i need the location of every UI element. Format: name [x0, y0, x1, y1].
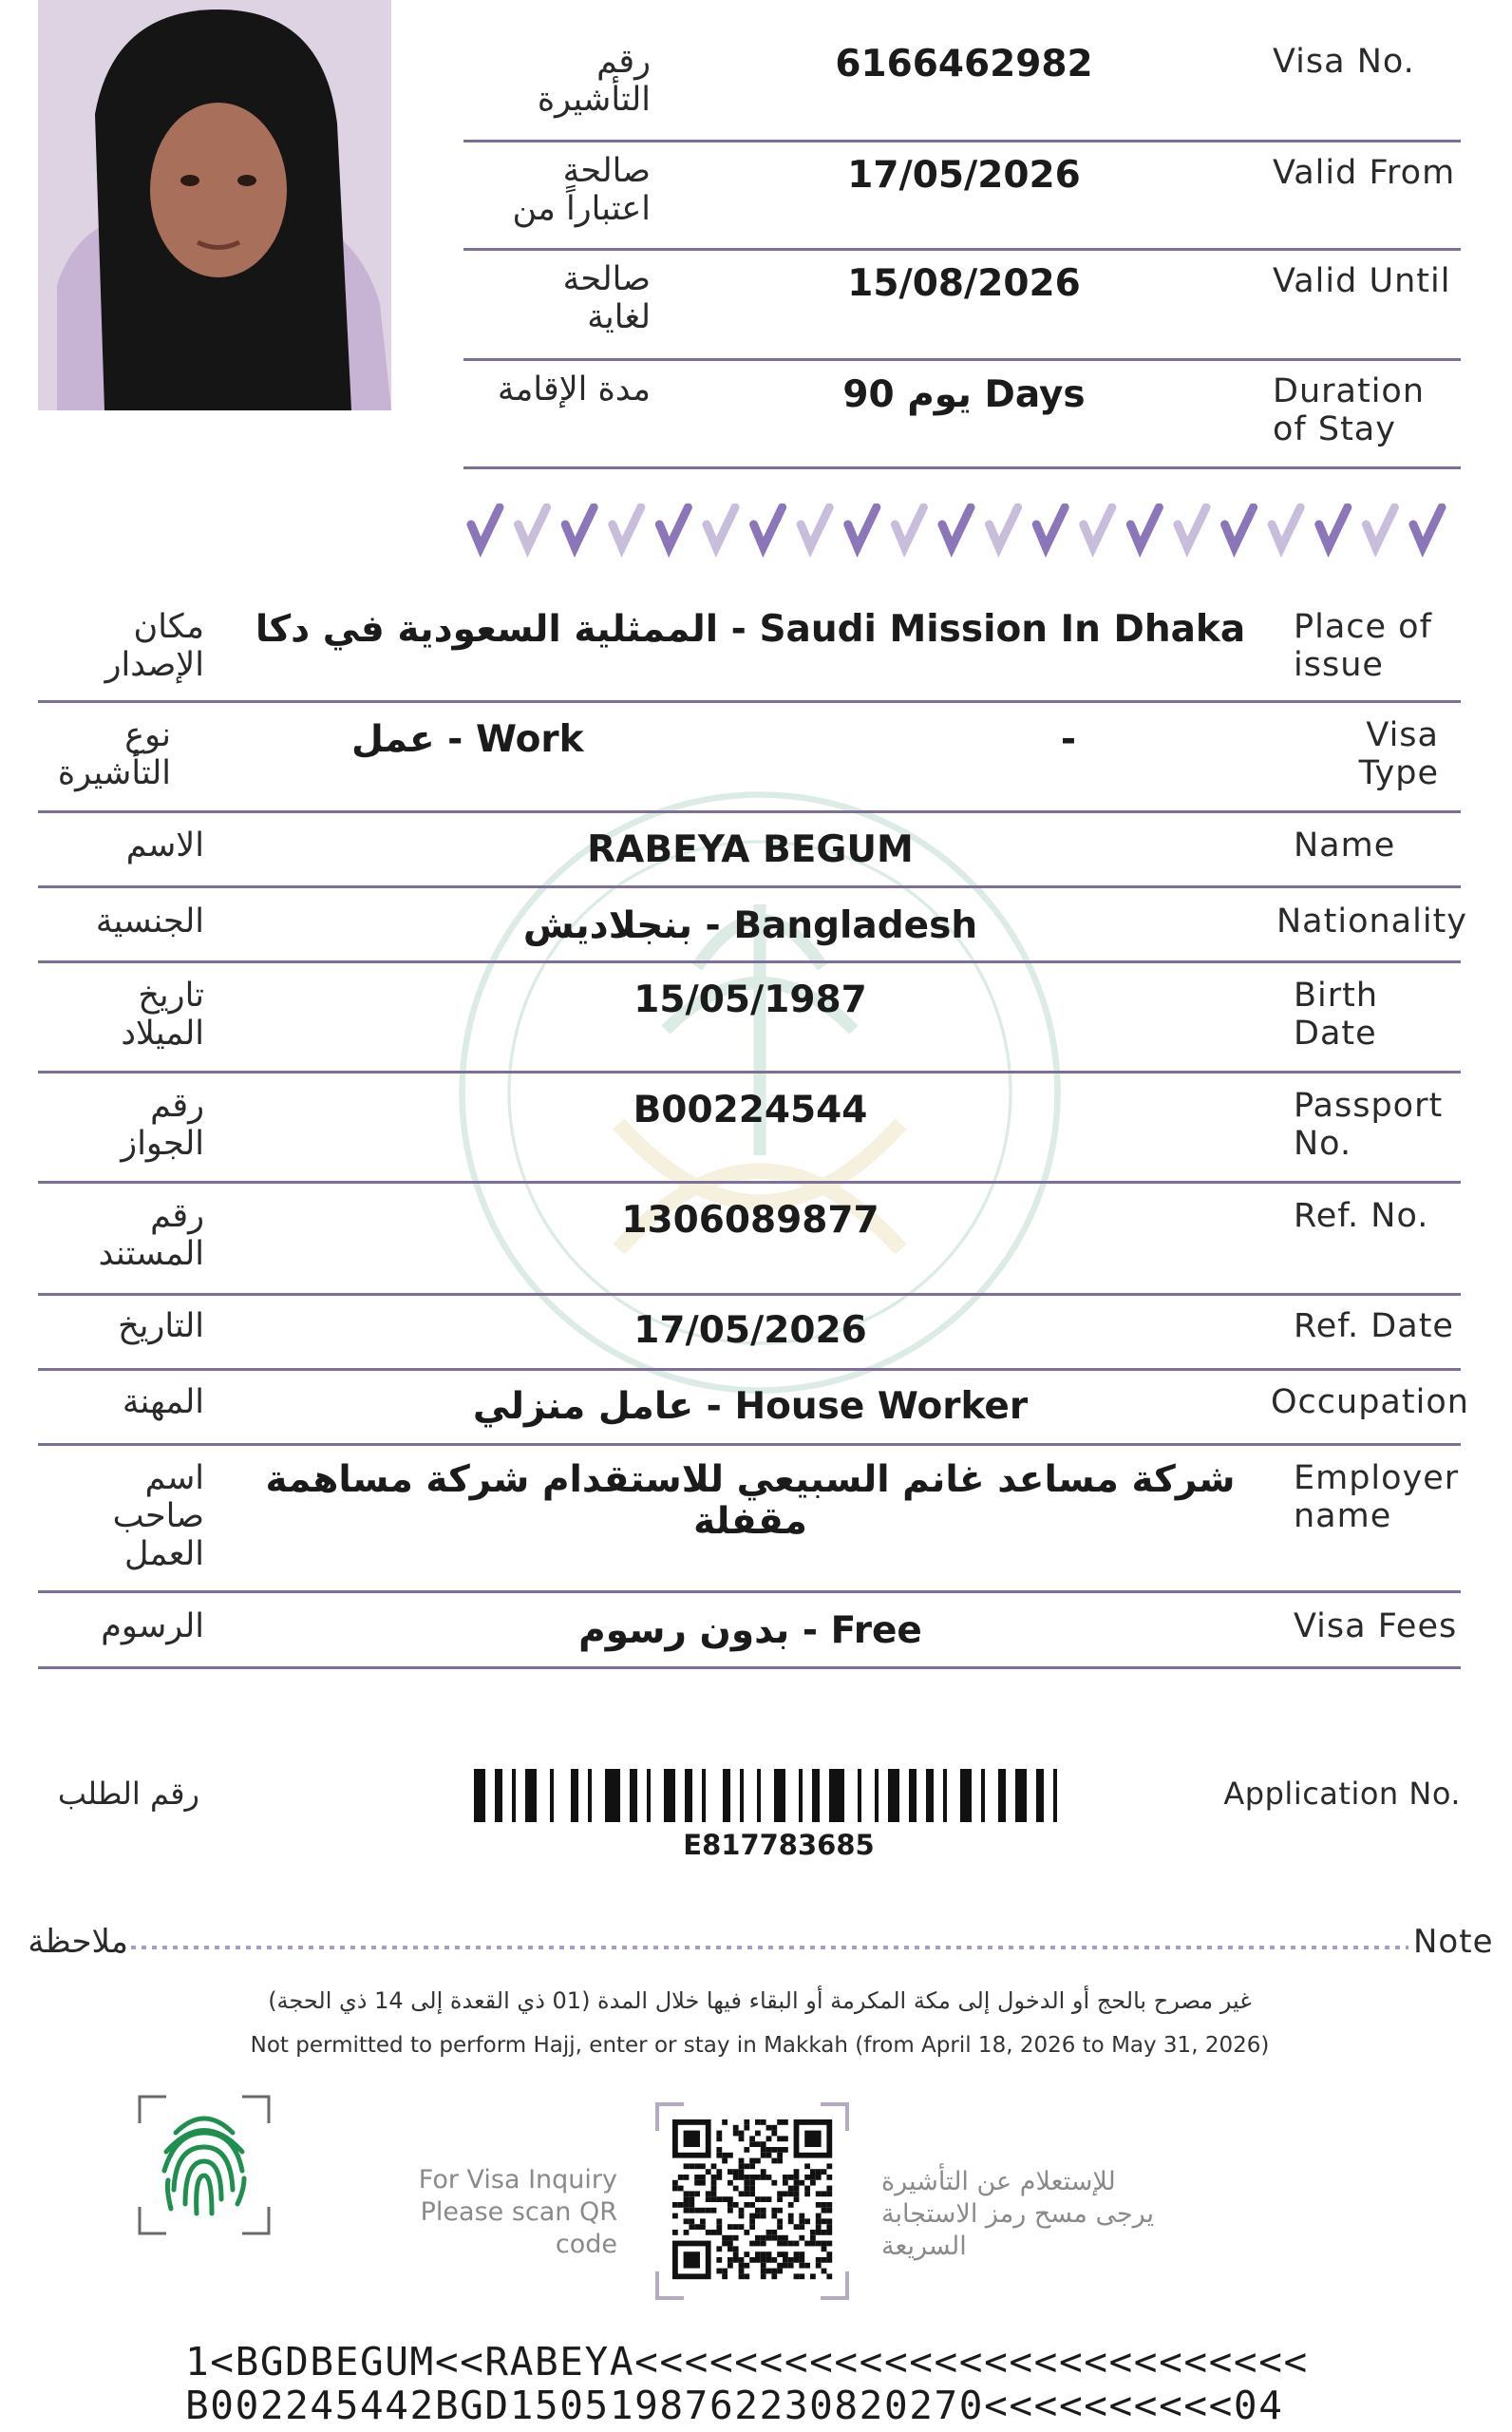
- passport-value: B00224544: [633, 1089, 868, 1131]
- note-text-ar: غير مصرح بالحج أو الدخول إلى مكة المكرمة أو البقاء فيها خلال المدة (01 ذي القعدة إلى 14 ذي الحجة): [268, 1987, 1252, 2014]
- employer-label-en: Employer name: [1294, 1459, 1460, 1535]
- nationality-label-ar: الجنسية: [95, 902, 204, 940]
- valid-from-label-ar: صالحة اعتباراً من: [512, 152, 651, 228]
- mrz-line-1: 1<BGDBEGUM<<RABEYA<<<<<<<<<<<<<<<<<<<<<<<<<<<: [185, 2339, 1309, 2384]
- application-barcode: [470, 1769, 1087, 1826]
- check-mark: [990, 507, 1018, 547]
- note-label-ar: ملاحظة: [28, 1923, 128, 1961]
- check-mark: [1084, 507, 1112, 547]
- fees-value: بدون رسوم - Free: [578, 1609, 922, 1652]
- employer-label-ar: اسم صاحب العمل: [112, 1459, 204, 1573]
- duration-label-ar: مدة الإقامة: [497, 370, 651, 408]
- check-mark: [659, 507, 688, 547]
- passport-label-ar: رقم الجواز: [121, 1087, 204, 1163]
- visa-type-dash: -: [1060, 718, 1077, 761]
- check-mark: [1130, 507, 1159, 547]
- qr-code: [655, 2102, 849, 2300]
- application-number: E817783685: [683, 1829, 875, 1861]
- check-mark: [613, 507, 641, 547]
- place-label-ar: مكان الإصدار: [104, 608, 204, 684]
- nationality-label-en: Nationality: [1276, 902, 1468, 940]
- fingerprint-icon: [138, 2095, 271, 2235]
- visa-type-label-en: Visa Type: [1358, 716, 1439, 792]
- check-mark: [1272, 507, 1300, 547]
- valid-until-value: 15/08/2026: [847, 262, 1081, 305]
- visa-type-label-ar: نوع التأشيرة: [57, 716, 171, 792]
- ref-date-label-en: Ref. Date: [1294, 1307, 1454, 1345]
- occupation-label-en: Occupation: [1271, 1383, 1469, 1421]
- visa-no-value: 6166462982: [835, 43, 1093, 86]
- duration-label-en: Duration of Stay: [1273, 372, 1426, 448]
- applicant-photo: [38, 0, 391, 410]
- inquiry-ar-1: للإستعلام عن التأشيرة: [881, 2167, 1116, 2196]
- valid-until-label-ar: صالحة لغاية: [562, 260, 651, 336]
- birth-date-label-en: Birth Date: [1294, 977, 1379, 1053]
- note-text-en: Not permitted to perform Hajj, enter or stay in Makkah (from April 18, 2026 to May 31, 2026): [250, 2033, 1270, 2058]
- check-mark: [848, 507, 877, 547]
- check-mark: [754, 507, 783, 547]
- inquiry-en-2: Please scan QR code: [420, 2197, 617, 2259]
- check-mark: [565, 507, 594, 547]
- name-label-ar: الاسم: [125, 826, 204, 864]
- fees-label-en: Visa Fees: [1294, 1607, 1458, 1645]
- check-mark: [707, 507, 735, 547]
- valid-from-label-en: Valid From: [1273, 154, 1456, 192]
- place-label-en: Place of issue: [1294, 608, 1432, 684]
- employer-value: شركة مساعد غانم السبيعي للاستقدام شركة مساهمة مقفلة: [265, 1458, 1236, 1543]
- visa-no-label-ar: رقم التأشيرة: [537, 43, 651, 119]
- check-mark: [1225, 507, 1254, 547]
- ref-no-label-ar: رقم المستند: [98, 1197, 204, 1273]
- application-label-en: Application No.: [1223, 1776, 1461, 1812]
- ref-date-label-ar: التاريخ: [118, 1307, 204, 1345]
- ref-no-value: 1306089877: [621, 1199, 879, 1242]
- check-mark: [519, 507, 547, 547]
- duration-value: 90 يوم Days: [842, 373, 1086, 416]
- fees-label-ar: الرسوم: [101, 1607, 204, 1645]
- name-label-en: Name: [1294, 826, 1396, 864]
- ref-date-value: 17/05/2026: [633, 1309, 867, 1352]
- check-mark: [1366, 507, 1394, 547]
- visa-type-value: عمل - Work: [351, 718, 584, 761]
- inquiry-ar-2: يرجى مسح رمز الاستجابة السريعة: [881, 2199, 1155, 2261]
- valid-until-label-en: Valid Until: [1273, 262, 1451, 300]
- note-dotted-line: [131, 1946, 1408, 1949]
- mrz-line-2: B002245442BGD1505198762230820270<<<<<<<<<<04: [185, 2383, 1284, 2428]
- visa-no-label-en: Visa No.: [1273, 43, 1415, 81]
- check-mark: [1413, 507, 1442, 547]
- valid-from-value: 17/05/2026: [847, 154, 1081, 197]
- check-mark: [895, 507, 923, 547]
- name-value: RABEYA BEGUM: [587, 828, 914, 871]
- nationality-value: بنجلاديش - Bangladesh: [522, 904, 978, 947]
- occupation-value: عامل منزلي - House Worker: [472, 1385, 1029, 1428]
- ref-no-label-en: Ref. No.: [1294, 1197, 1429, 1235]
- note-label-en: Note: [1413, 1923, 1494, 1961]
- check-mark: [801, 507, 829, 547]
- birth-date-value: 15/05/1987: [633, 978, 867, 1021]
- check-mark: [1036, 507, 1065, 547]
- checkmark-band: [463, 504, 1461, 560]
- birth-date-label-ar: تاريخ الميلاد: [121, 977, 204, 1053]
- inquiry-en-1: For Visa Inquiry: [418, 2165, 617, 2194]
- application-label-ar: رقم الطلب: [57, 1776, 199, 1812]
- check-mark: [1178, 507, 1206, 547]
- check-mark: [942, 507, 971, 547]
- check-mark: [471, 507, 500, 547]
- place-value: الممثلية السعودية في دكا - Saudi Mission In Dhaka: [255, 608, 1246, 651]
- occupation-label-ar: المهنة: [122, 1383, 204, 1421]
- check-mark: [1319, 507, 1348, 547]
- passport-label-en: Passport No.: [1294, 1087, 1444, 1163]
